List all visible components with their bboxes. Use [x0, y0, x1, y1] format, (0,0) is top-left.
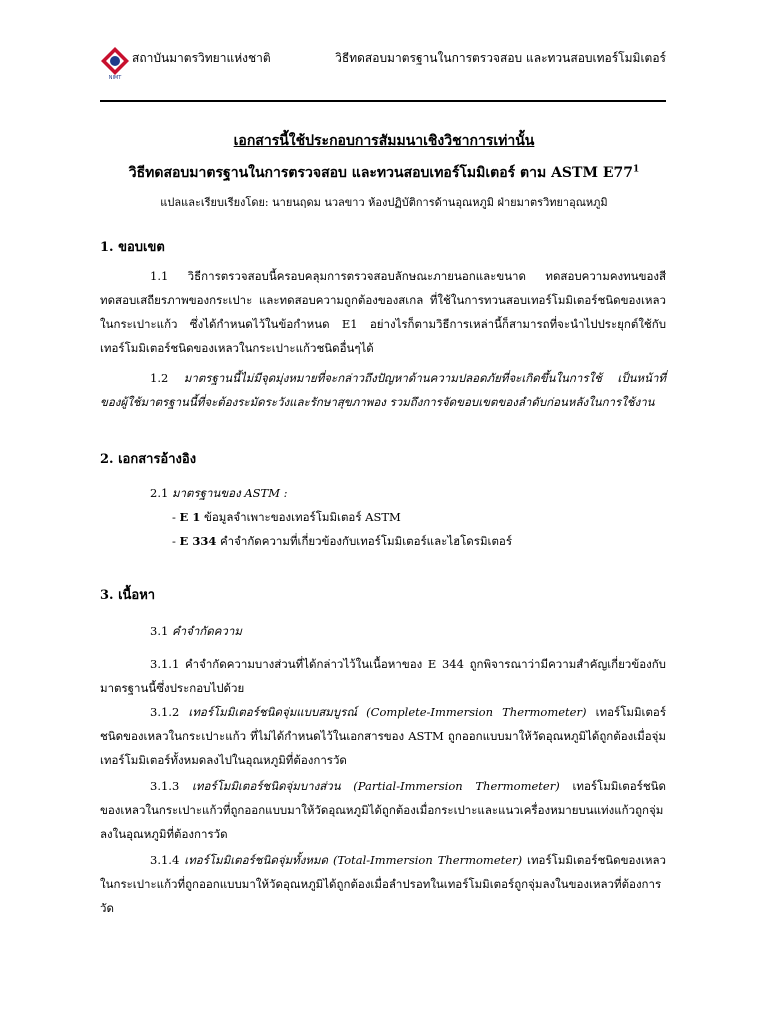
section-3-1-2-text: เทอร์โมมิเตอร์ชนิดของเหลวในกระเปาะแก้ว ที่ไม่ได้กำหนดไว้ในเอกสารของ ASTM ถูกออกแบบมาให้วัดอุณหภูมิได้ถูกต้องเมื่อจุ่มเทอร์โมมิเตอร์ทั้งหมดลงไปในอุณหภูมิที่ต้องการวัด: [100, 705, 667, 767]
section-2-1-line: [150, 486, 288, 501]
reference-e1-code: E 1: [179, 510, 201, 524]
section-2-heading: 2. เอกสารอ้างอิง: [100, 452, 197, 467]
section-3-1-4-text: เทอร์โมมิเตอร์ชนิดของเหลวในกระเปาะแก้วที่ถูกออกแบบมาให้วัดอุณหภูมิได้ถูกต้องเมื่อลำปรอทในเทอร์โมมิเตอร์ถูกจุ่มลงในของเหลวที่ต้องการวัด: [100, 853, 666, 915]
reference-e334: [172, 534, 512, 549]
reference-e1-text: ข้อมูลจำเพาะของเทอร์โมมิเตอร์ ASTM: [203, 510, 401, 524]
nimt-logo-icon: [100, 46, 130, 80]
list-dash: -: [172, 534, 176, 548]
section-3-1-2-paragraph: [100, 700, 666, 772]
header-divider: [100, 100, 666, 102]
section-3-1-4-paragraph: [100, 848, 666, 920]
page-header: [100, 40, 666, 94]
reference-e334-text: คำจำกัดความที่เกี่ยวข้องกับเทอร์โมมิเตอร์และไฮโดรมิเตอร์: [219, 534, 513, 548]
section-1-1-paragraph: 1.1 วิธีการตรวจสอบนี้ครอบคลุมการตรวจสอบลักษณะภายนอกและขนาด ทดสอบความคงทนของสี ทดสอบเสถียรภาพของกระเปาะ และทดสอบความถูกต้องของสเกล ที่ใช้ในการทวนสอบเทอร์โมมิเตอร์ชนิดของเหลวในกระเปาะแก้ว ซึ่งได้กำหนดไว้ในข้อกำหนด E1 อย่างไรก็ตามวิธีการเหล่านี้ก็สามารถที่จะนำไปประยุกต์ใช้กับเทอร์โมมิเตอร์ชนิดของเหลวในกระเปาะแก้วชนิดอื่นๆได้: [100, 269, 666, 355]
logo-text: NIMT: [108, 75, 122, 80]
footnote-mark: 1: [633, 164, 640, 175]
section-3-1-line: [150, 624, 242, 639]
section-3-1-3-number: 3.1.3: [150, 779, 180, 793]
section-3-1-3-term: เทอร์โมมิเตอร์ชนิดจุ่มบางส่วน (Partial-Immersion Thermometer): [192, 779, 560, 793]
section-3-1-4-term: เทอร์โมมิเตอร์ชนิดจุ่มทั้งหมด (Total-Immersion Thermometer): [184, 853, 523, 867]
document-title: [0, 164, 768, 182]
document-title-text: วิธีทดสอบมาตรฐานในการตรวจสอบ และทวนสอบเทอร์โมมิเตอร์ ตาม ASTM E77: [128, 165, 633, 181]
header-document-title: วิธีทดสอบมาตรฐานในการตรวจสอบ และทวนสอบเทอร์โมมิเตอร์: [335, 51, 666, 65]
reference-e334-code: E 334: [179, 534, 217, 548]
section-3-1-text: คำจำกัดความ: [171, 624, 242, 638]
section-1-2-paragraph: [100, 366, 666, 414]
section-3-1-2-term: เทอร์โมมิเตอร์ชนิดจุ่มแบบสมบูรณ์ (Complete-Immersion Thermometer): [188, 705, 587, 719]
list-dash: -: [172, 510, 176, 524]
translator-line: แปลและเรียบเรียงโดย: นายนฤดม นวลขาว ห้องปฏิบัติการด้านอุณหภูมิ ฝ่ายมาตรวิทยาอุณหภูมิ: [160, 196, 608, 209]
section-3-1-1-paragraph: 3.1.1 คำจำกัดความบางส่วนที่ได้กล่าวไว้ในเนื้อหาของ E 344 ถูกพิจารณาว่ามีความสำคัญเกี่ยวข้องกับมาตรฐานนี้ซึ่งประกอบไปด้วย: [100, 657, 666, 695]
section-3-1-2-number: 3.1.2: [150, 705, 180, 719]
reference-e1: [172, 510, 401, 525]
section-1-2-number: 1.2: [150, 371, 169, 385]
section-3-1-number: 3.1: [150, 624, 169, 638]
section-2-1-number: 2.1: [150, 486, 169, 500]
section-3-heading: 3. เนื้อหา: [100, 588, 156, 603]
section-3-1-4-number: 3.1.4: [150, 853, 180, 867]
section-2-1-text: มาตรฐานของ ASTM :: [171, 486, 288, 500]
section-1-2-text: มาตรฐานนี้ไม่มีจุดมุ่งหมายที่จะกล่าวถึงปัญหาด้านความปลอดภัยที่จะเกิดขึ้นในการใช้ เป็นหน้าที่ ของผู้ใช้มาตรฐานนี้ที่จะต้องระมัดระวังและรักษาสุขภาพอง รวมถึงการจัดขอบเขตของลำดับก่อนหลังในการใช้งาน: [100, 371, 666, 409]
section-3-1-3-text: เทอร์โมมิเตอร์ชนิดของเหลวในกระเปาะแก้วที่ถูกออกแบบมาให้วัดอุณหภูมิได้ถูกต้องเมื่อกระเปาะและแนวเครื่องหมายบนแท่งแก้วถูกจุ่มลงในอุณหภูมิที่ต้องการวัด: [100, 779, 666, 841]
institute-name: สถาบันมาตรวิทยาแห่งชาติ: [132, 51, 271, 65]
section-1-heading: 1. ขอบเขต: [100, 240, 165, 255]
seminar-notice: เอกสารนี้ใช้ประกอบการสัมมนาเชิงวิชาการเท่านั้น: [233, 133, 535, 149]
section-3-1-3-paragraph: [100, 774, 666, 846]
